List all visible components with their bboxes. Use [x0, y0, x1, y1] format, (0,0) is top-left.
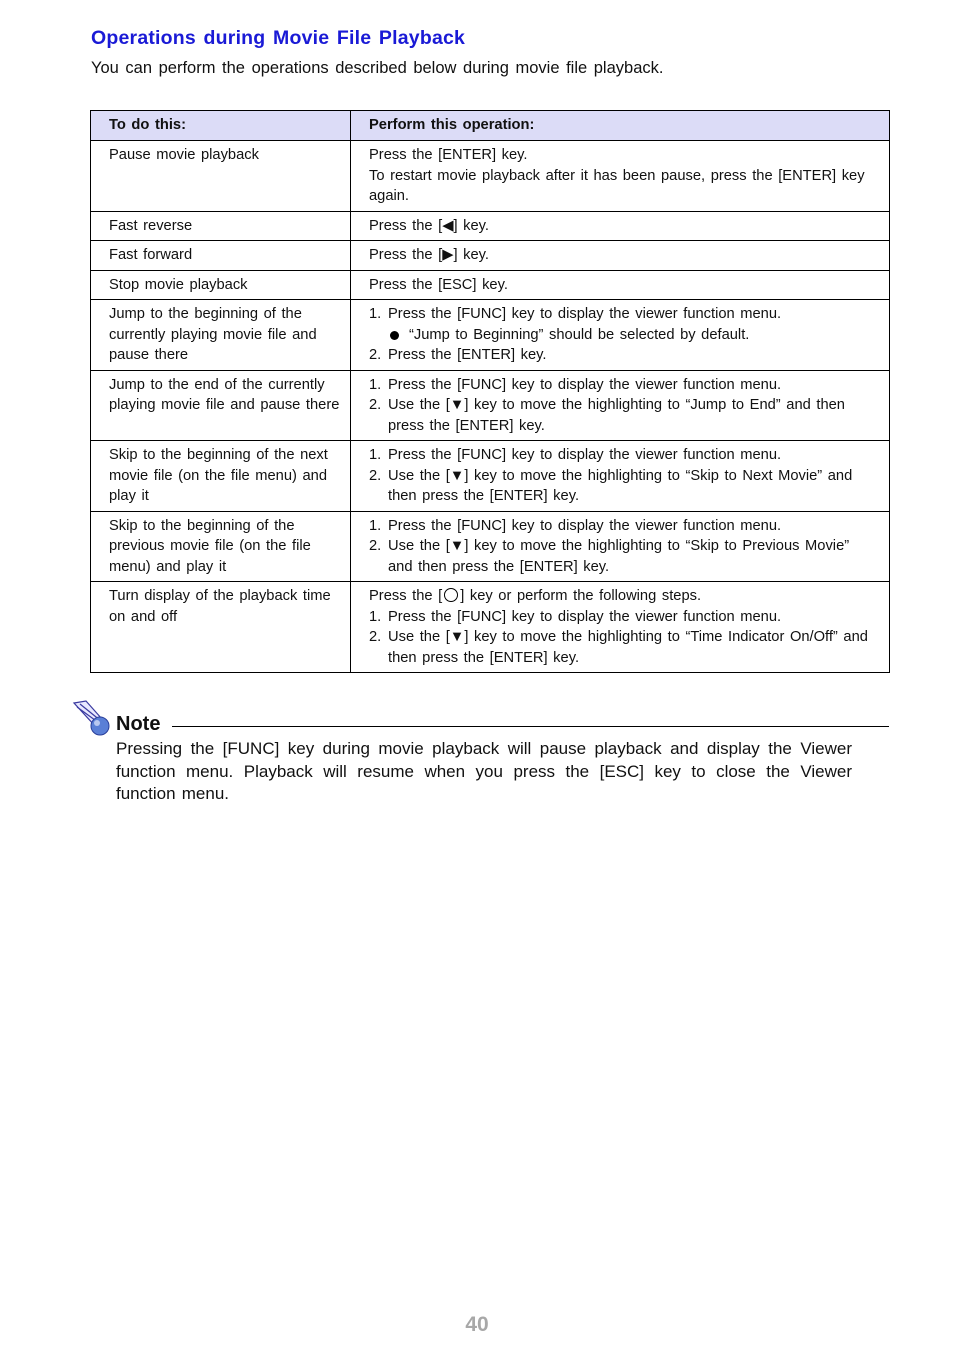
step-number: 1.	[369, 306, 382, 322]
operation-cell	[351, 211, 890, 241]
step-number: 2.	[369, 538, 382, 554]
page-number: 40	[465, 1313, 489, 1336]
operation-step	[369, 607, 879, 628]
operation-step	[369, 627, 879, 668]
step-text: Press the [FUNC] key to display the viewer function menu.	[388, 376, 782, 393]
action-cell: Fast forward	[91, 241, 351, 271]
note-divider	[172, 726, 889, 727]
pencil-note-icon	[72, 699, 112, 737]
step-text: Use the [▼] key to move the highlighting to “Time Indicator On/Off” and then press the [ENTER] key.	[388, 629, 868, 666]
operation-step	[369, 375, 879, 396]
step-number: 1.	[369, 517, 382, 534]
step-text: Use the [▼] key to move the highlighting to “Skip to Previous Movie” and then press the [ENTER] key.	[388, 538, 850, 575]
operation-step	[369, 345, 879, 366]
table-row	[91, 441, 890, 512]
step-number: 2.	[369, 467, 382, 484]
bullet-text: “Jump to Beginning” should be selected by default.	[409, 326, 750, 343]
operation-cell	[351, 370, 890, 441]
operation-text: ] key.	[453, 217, 490, 234]
note-title: Note	[116, 713, 161, 735]
step-number: 2.	[369, 347, 382, 363]
operation-cell	[351, 141, 890, 212]
right-triangle-key-icon: ▶	[442, 247, 454, 263]
operation-step	[369, 304, 879, 325]
step-text: Press the [FUNC] key to display the viewer function menu.	[388, 517, 782, 534]
action-cell: Jump to the beginning of the currently playing movie file and pause there	[91, 300, 351, 371]
operation-text: Press the [	[369, 588, 443, 604]
operation-step	[369, 536, 879, 577]
operation-text: ] key or perform the following steps.	[460, 588, 702, 604]
operation-bullet	[369, 325, 879, 346]
operation-cell	[351, 300, 890, 371]
column-header-action: To do this:	[91, 111, 351, 141]
intro-text: You can perform the operations described below during movie file playback.	[91, 59, 664, 77]
table-row	[91, 141, 890, 212]
action-cell: Turn display of the playback time on and off	[91, 582, 351, 673]
operations-table	[90, 110, 890, 673]
step-number: 1.	[369, 447, 382, 463]
step-text: Use the [▼] key to move the highlighting to “Skip to Next Movie” and then press the [ENTER] key.	[388, 467, 853, 504]
action-cell: Skip to the beginning of the next movie file (on the file menu) and play it	[91, 441, 351, 512]
table-row	[91, 270, 890, 300]
operation-step	[369, 466, 879, 507]
column-header-operation: Perform this operation:	[351, 111, 890, 141]
bullet-icon	[390, 331, 399, 340]
action-cell: Stop movie playback	[91, 270, 351, 300]
operation-text: Press the [	[369, 217, 443, 234]
table-row	[91, 511, 890, 582]
table-row	[91, 211, 890, 241]
operation-cell	[351, 241, 890, 271]
operation-step	[369, 445, 879, 466]
action-cell: Jump to the end of the currently playing movie file and pause there	[91, 370, 351, 441]
action-cell: Fast reverse	[91, 211, 351, 241]
section-heading: Operations during Movie File Playback	[91, 27, 466, 49]
operation-line: Press the [ENTER] key.	[369, 147, 528, 163]
operation-cell	[351, 511, 890, 582]
step-number: 2.	[369, 629, 382, 645]
step-number: 1.	[369, 608, 382, 625]
operation-cell	[351, 582, 890, 673]
step-text: Press the [FUNC] key to display the viewer function menu.	[388, 447, 782, 463]
step-text: Press the [ENTER] key.	[388, 347, 547, 363]
left-triangle-key-icon: ◀	[442, 217, 454, 234]
table-row	[91, 582, 890, 673]
step-text: Use the [▼] key to move the highlighting to “Jump to End” and then press the [ENTER] key.	[388, 397, 845, 434]
operation-line	[369, 586, 879, 607]
circle-key-icon	[444, 588, 458, 602]
operation-cell	[351, 270, 890, 300]
operation-text: ] key.	[453, 247, 490, 263]
table-header-row	[91, 111, 890, 141]
operation-step	[369, 395, 879, 436]
step-text: Press the [FUNC] key to display the viewer function menu.	[388, 608, 782, 625]
note-text: Pressing the [FUNC] key during movie playback will pause playback and display the Viewer function menu. Playback will resume when you press the [ESC] key to close the Viewer function menu.	[116, 739, 852, 803]
step-number: 2.	[369, 397, 382, 413]
table-row	[91, 370, 890, 441]
action-cell: Pause movie playback	[91, 141, 351, 212]
action-cell: Skip to the beginning of the previous movie file (on the file menu) and play it	[91, 511, 351, 582]
operation-text: Press the [	[369, 247, 443, 263]
table-row	[91, 300, 890, 371]
table-row	[91, 241, 890, 271]
step-text: Press the [FUNC] key to display the viewer function menu.	[388, 306, 782, 322]
operation-line: To restart movie playback after it has been pause, press the [ENTER] key again.	[369, 167, 865, 204]
operation-step	[369, 516, 879, 537]
operation-cell	[351, 441, 890, 512]
operation-line: Press the [ESC] key.	[369, 276, 508, 293]
step-number: 1.	[369, 376, 382, 393]
